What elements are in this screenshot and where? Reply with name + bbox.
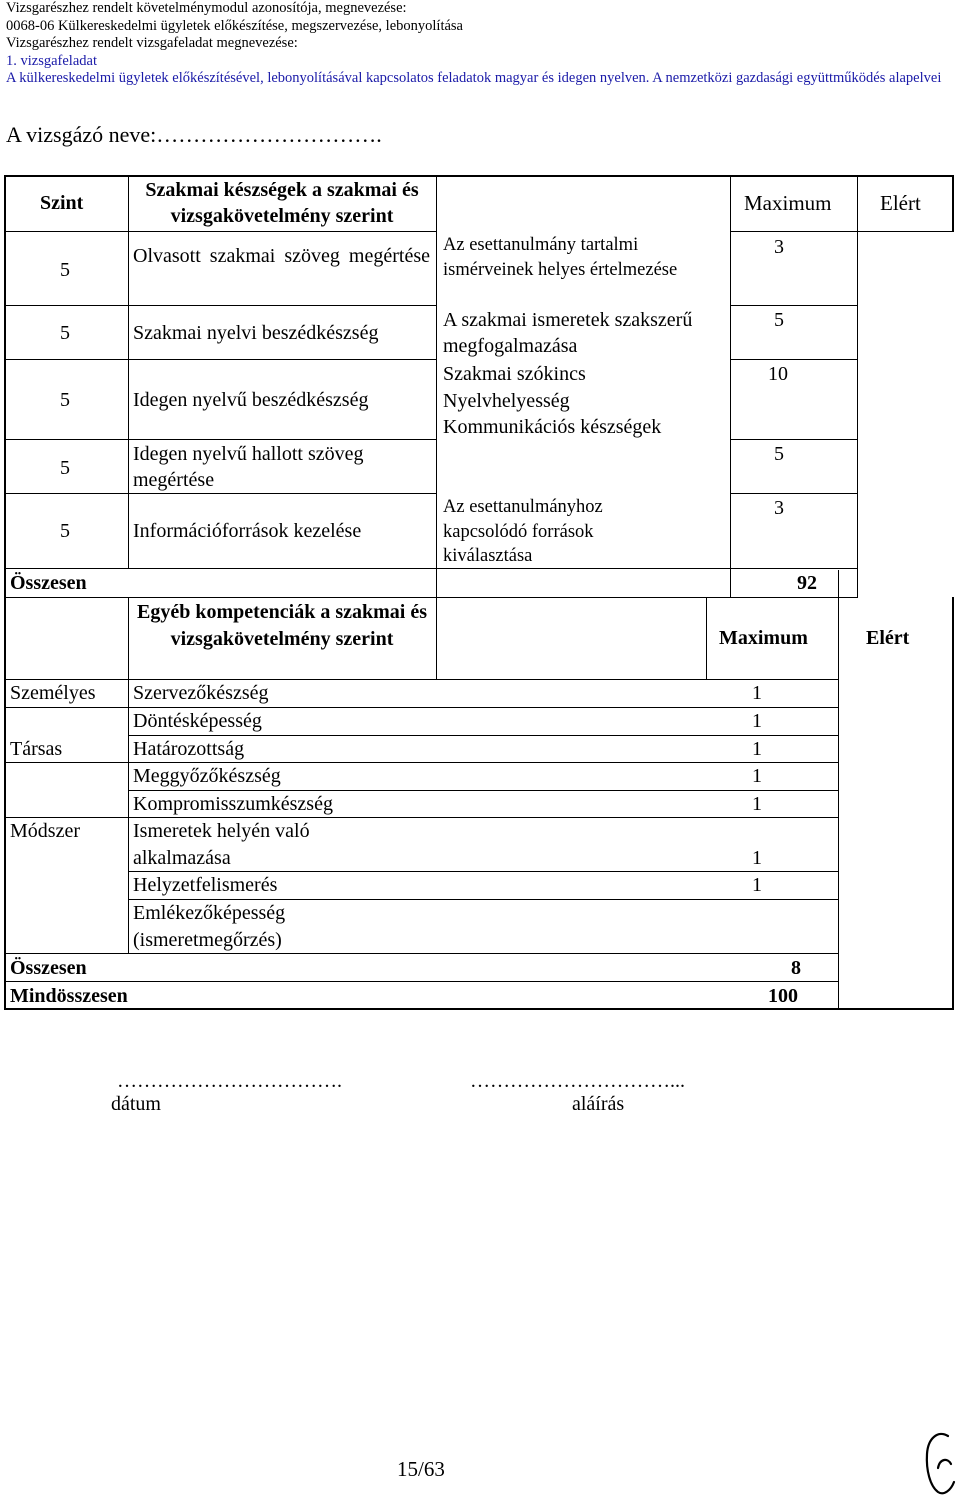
row5-max: 3 [774, 497, 784, 519]
header-skills: Szakmai készségek a szakmai és vizsgakövetelmény szerint [145, 179, 419, 227]
table2-total-label: Összesen [10, 957, 87, 979]
comp-row6-item: Ismeretek helyén való alkalmazása [133, 820, 310, 869]
row2-level: 5 [60, 322, 70, 344]
comp-row3-item: Határozottság [133, 738, 245, 760]
comp-row5-max: 1 [752, 793, 762, 815]
row5-criteria: Az esettanulmányhoz kapcsolódó források kiválasztása [443, 497, 603, 566]
date-dots: ……………………………. [117, 1070, 342, 1092]
header-line-3: Vizsgarészhez rendelt vizsgafeladat megnevezése: [6, 35, 298, 52]
date-label: dátum [111, 1093, 161, 1115]
row5-skill: Információforrások kezelése [133, 520, 362, 542]
comp-row1-max: 1 [752, 682, 762, 704]
table1-total-value: 92 [797, 572, 817, 594]
header-level: Szint [40, 192, 84, 214]
comp-row4-item: Meggyőzőkészség [133, 765, 281, 787]
row2-criteria: A szakmai ismeretek szakszerű megfogalmazása [443, 309, 693, 357]
comp-row4-max: 1 [752, 765, 762, 787]
comp-row2-max: 1 [752, 710, 762, 732]
candidate-name-field: A vizsgázó neve:…………………………. [6, 122, 382, 147]
grand-total-label: Mindösszesen [10, 985, 128, 1007]
row3-max: 10 [768, 363, 788, 385]
handwritten-initial-icon [918, 1428, 960, 1500]
header-line-4: 1. vizsgafeladat [6, 52, 97, 69]
comp-row7-item: Helyzetfelismerés [133, 874, 278, 896]
table2-total-value: 8 [791, 957, 801, 979]
page-number: 15/63 [397, 1457, 445, 1481]
comp-row3-max: 1 [752, 738, 762, 760]
row4-level: 5 [60, 457, 70, 479]
comp-row1-category: Személyes [10, 682, 96, 704]
table2-header-maximum: Maximum [719, 627, 808, 649]
row4-skill: Idegen nyelvű hallott szöveg megértése [133, 443, 364, 491]
header-competencies: Egyéb kompetenciák a szakmai és vizsgakövetelmény szerint [137, 601, 427, 650]
header-achieved: Elért [880, 191, 921, 215]
row3-criteria: Szakmai szókincs Nyelvhelyesség Kommunikációs készségek [443, 363, 662, 438]
comp-row6-max: 1 [752, 847, 762, 869]
signature-dots: …………………………... [470, 1070, 685, 1092]
row1-level: 5 [60, 259, 70, 281]
comp-row5-item: Kompromisszumkészség [133, 793, 333, 815]
table1-total-label: Összesen [10, 572, 87, 594]
comp-row8-item: Emlékezőképesség (ismeretmegőrzés) [133, 902, 286, 951]
row3-skill: Idegen nyelvű beszédkészség [133, 389, 369, 411]
comp-row6-category: Módszer [10, 820, 80, 842]
grand-total-value: 100 [768, 985, 798, 1007]
comp-row2-item: Döntésképesség [133, 710, 262, 732]
comp-row7-max: 1 [752, 874, 762, 896]
comp-row3-category: Társas [10, 738, 63, 760]
row2-skill: Szakmai nyelvi beszédkészség [133, 322, 379, 344]
table2-header-achieved: Elért [866, 627, 910, 649]
header-line-2: 0068-06 Külkereskedelmi ügyletek előkészítése, megszervezése, lebonyolítása [6, 17, 463, 34]
row1-criteria: Az esettanulmány tartalmi ismérveinek helyes értelmezése [443, 235, 678, 280]
row3-level: 5 [60, 389, 70, 411]
row1-skill-text: Olvasott szakmai szöveg megértése [133, 245, 430, 267]
comp-row1-item: Szervezőkészség [133, 682, 269, 704]
header-line-5: A külkereskedelmi ügyletek előkészítésével, lebonyolításával kapcsolatos feladatok magyar és idegen nyelven. A nemzetközi gazdasági együttműködés alapelvei [6, 70, 942, 87]
signature-label: aláírás [572, 1093, 625, 1115]
header-line-1: Vizsgarészhez rendelt követelménymodul azonosítója, megnevezése: [6, 0, 407, 16]
header-maximum: Maximum [744, 191, 832, 215]
row5-level: 5 [60, 520, 70, 542]
row4-max: 5 [774, 443, 784, 465]
row1-max: 3 [774, 236, 784, 258]
row2-max: 5 [774, 309, 784, 331]
